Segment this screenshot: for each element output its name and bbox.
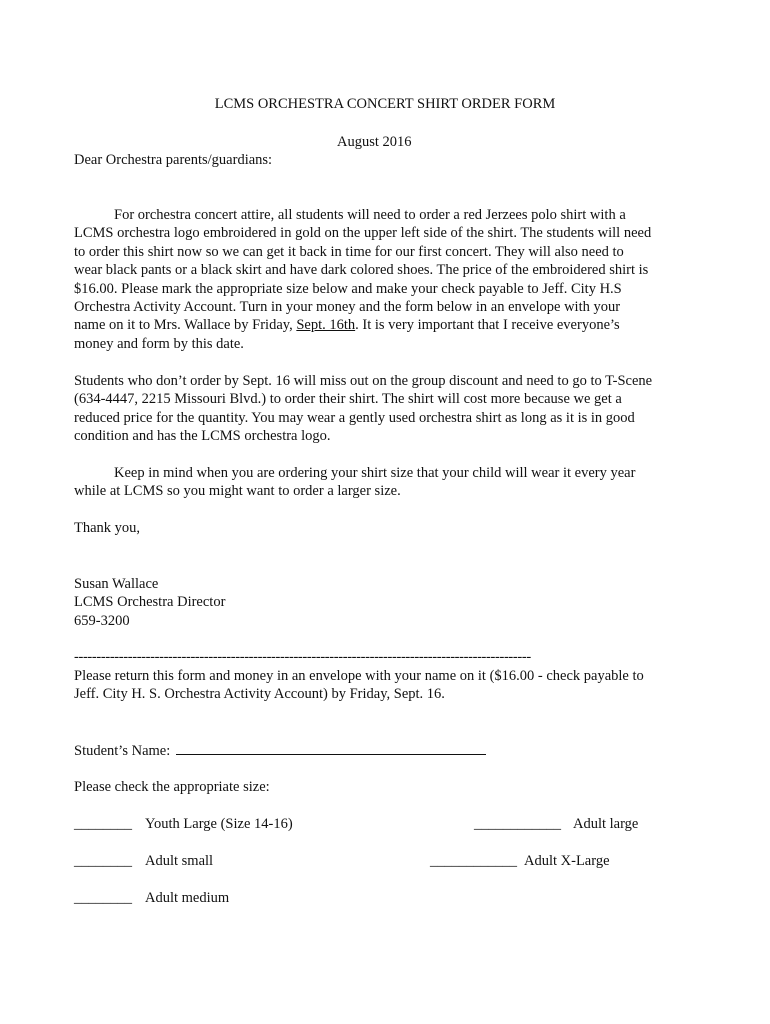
- paragraph-line: reduced price for the quantity. You may wear a gently used orchestra shirt as long as it is in good: [74, 409, 635, 426]
- paragraph-line: For orchestra concert attire, all students will need to order a red Jerzees polo shirt with a: [114, 207, 626, 223]
- student-name-field[interactable]: [176, 741, 486, 755]
- size-checkbox-adult-medium[interactable]: ________: [74, 890, 132, 906]
- salutation: Dear Orchestra parents/guardians:: [74, 152, 273, 168]
- paragraph-attire: [74, 206, 651, 353]
- size-label-adult-xlarge: Adult X-Large: [524, 853, 610, 869]
- student-name-label: Student’s Name:: [74, 743, 171, 759]
- signature-title: LCMS Orchestra Director: [74, 594, 226, 611]
- letter-date: August 2016: [337, 134, 412, 150]
- paragraph-line: Keep in mind when you are ordering your shirt size that your child will wear it every year: [114, 465, 636, 481]
- paragraph-line: [74, 316, 651, 334]
- paragraph-late-order: [74, 372, 652, 446]
- form-title: LCMS ORCHESTRA CONCERT SHIRT ORDER FORM: [214, 96, 556, 112]
- paragraph-line: $16.00. Please mark the appropriate size below and make your check payable to Jeff. City H.S: [74, 280, 622, 297]
- size-checkbox-adult-large[interactable]: ____________: [474, 816, 561, 832]
- size-checkbox-adult-xlarge[interactable]: ____________: [430, 853, 517, 869]
- size-option-adult-small: [74, 852, 132, 870]
- paragraph-line: condition and has the LCMS orchestra logo.: [74, 428, 331, 445]
- size-option-adult-medium: [74, 889, 132, 907]
- size-label-adult-medium: Adult medium: [145, 890, 230, 906]
- paragraph-line: LCMS orchestra logo embroidered in gold on the upper left side of the shirt. The students will need: [74, 225, 652, 242]
- paragraph-line: to order this shirt now so we can get it back in time for our first concert. They will also need to: [74, 243, 624, 260]
- instructions-line: Jeff. City H. S. Orchestra Activity Account) by Friday, Sept. 16.: [74, 686, 445, 703]
- size-label-adult-small: Adult small: [145, 853, 214, 869]
- paragraph-line: Students who don’t order by Sept. 16 will miss out on the group discount and need to go to T-Scene: [74, 373, 653, 389]
- signature-block: [74, 575, 225, 630]
- size-checkbox-adult-small[interactable]: ________: [74, 853, 132, 869]
- paragraph-size-advice: [74, 464, 635, 501]
- paragraph-line: Orchestra Activity Account. Turn in your money and the form below in an envelope with your: [74, 299, 621, 316]
- size-label-youth-large: Youth Large (Size 14-16): [145, 816, 293, 832]
- closing: Thank you,: [74, 520, 141, 536]
- size-label-adult-large: Adult large: [573, 816, 639, 832]
- paragraph-line: (634-4447, 2215 Missouri Blvd.) to order their shirt. The shirt will cost more because we get a: [74, 391, 622, 408]
- text-segment: name on it to Mrs. Wallace by Friday,: [74, 317, 297, 334]
- size-checkbox-youth-large[interactable]: ________: [74, 816, 132, 832]
- signature-name: Susan Wallace: [74, 576, 159, 592]
- signature-phone: 659-3200: [74, 612, 130, 629]
- instructions-line: Please return this form and money in an envelope with your name on it ($16.00 - check payable to: [74, 668, 644, 684]
- size-option-youth-large: [74, 815, 132, 833]
- student-name-row: [74, 741, 486, 760]
- return-instructions: [74, 667, 644, 704]
- cut-line: ------------------------------------------------------------------------------------------------------: [74, 649, 531, 665]
- size-option-adult-large: [474, 815, 561, 833]
- deadline-date: Sept. 16th: [296, 317, 356, 334]
- paragraph-line: wear black pants or a black skirt and have dark colored shoes. The price of the embroidered shirt is: [74, 262, 649, 279]
- paragraph-line: money and form by this date.: [74, 335, 244, 352]
- size-option-adult-xlarge: [430, 852, 517, 870]
- text-segment: . It is very important that I receive everyone’s: [355, 317, 620, 334]
- size-prompt: Please check the appropriate size:: [74, 779, 270, 795]
- paragraph-line: while at LCMS so you might want to order a larger size.: [74, 483, 401, 500]
